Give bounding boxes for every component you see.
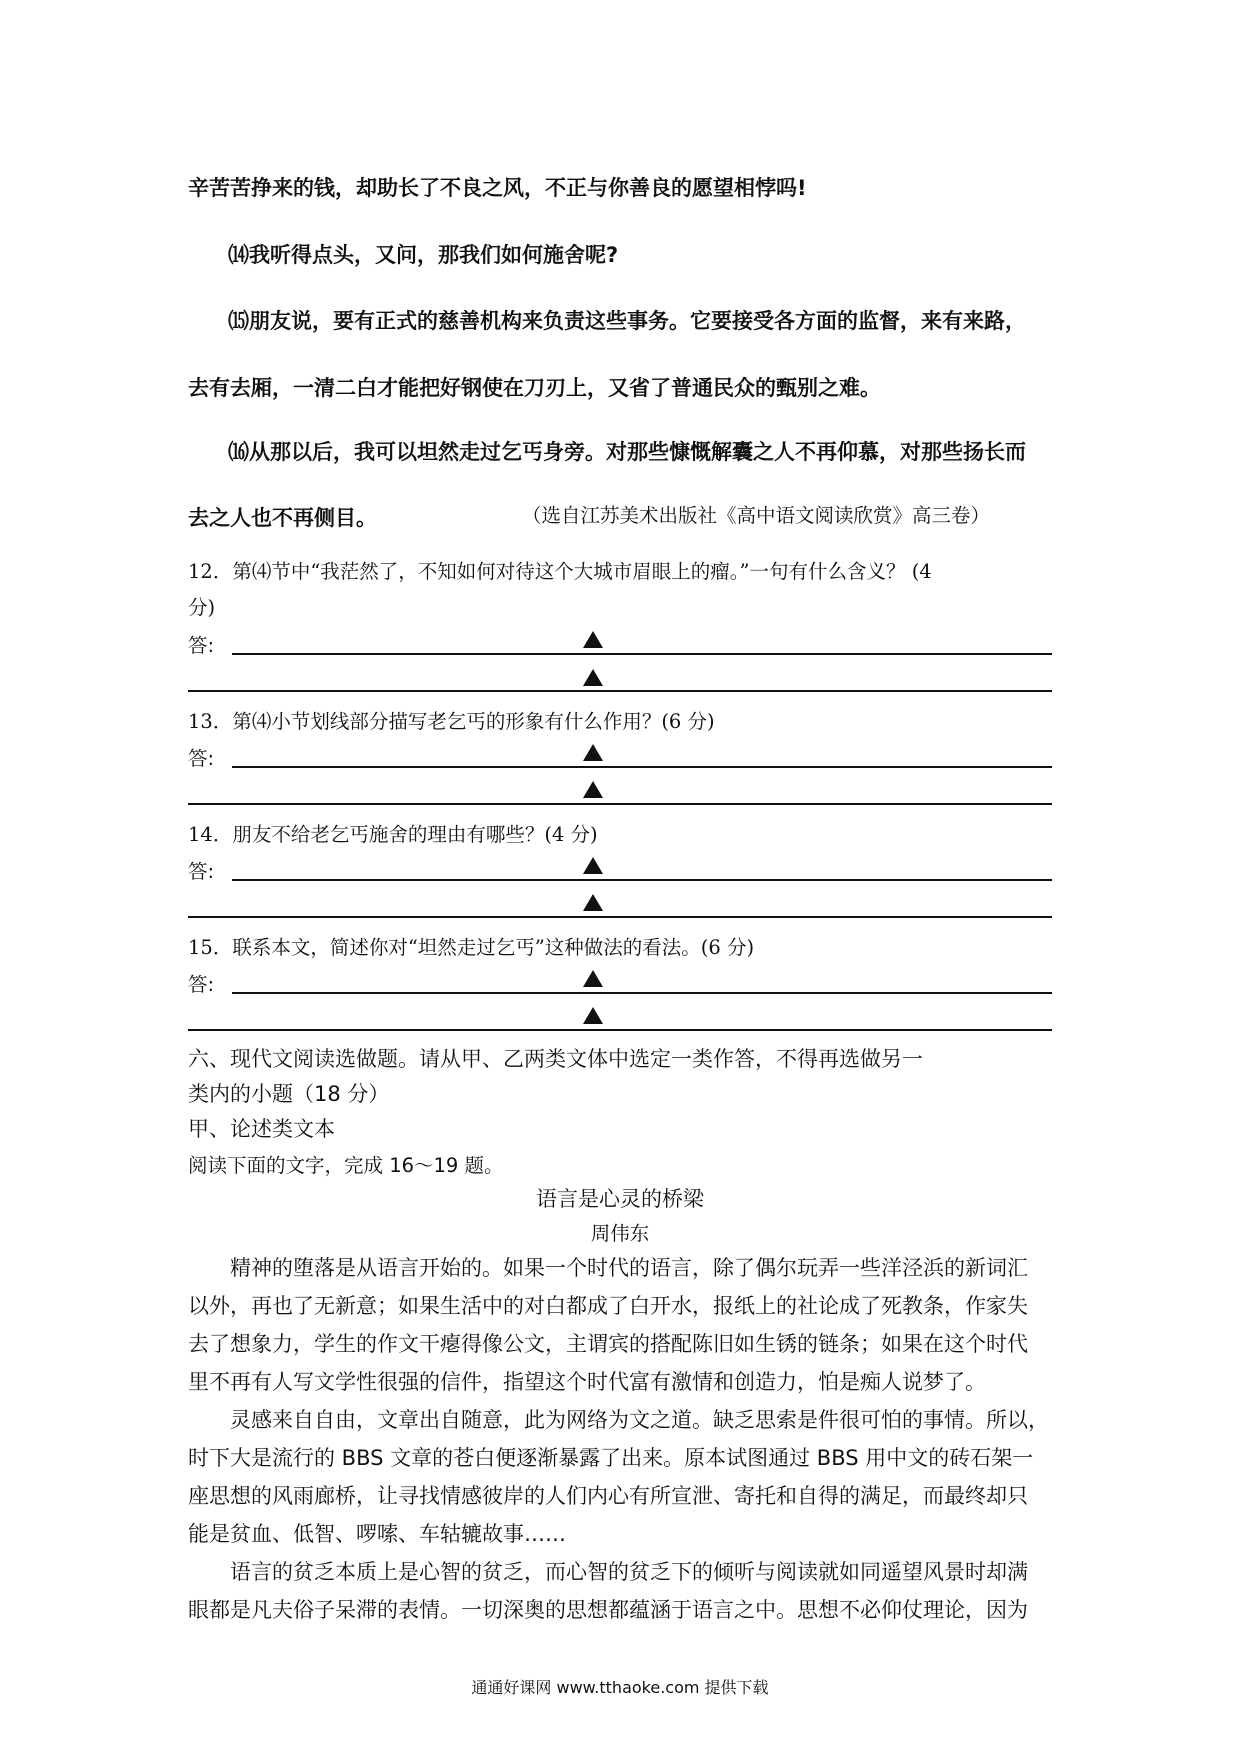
passage-paragraph-16-line1: ⒃从那以后，我可以坦然走过乞丐身旁。对那些慷慨解囊之人不再仰慕，对那些扬长而 bbox=[228, 440, 1026, 464]
answer-line[interactable] bbox=[188, 803, 1052, 805]
article-line: 能是贫血、低智、啰嗦、车轱辘故事…… bbox=[188, 1522, 566, 1546]
passage-source: （选自江苏美术出版社《高中语文阅读欣赏》高三卷） bbox=[522, 504, 991, 527]
article-line: 里不再有人写文学性很强的信件，指望这个时代富有激情和创造力，怕是痴人说梦了。 bbox=[188, 1370, 986, 1394]
answer-marker-icon bbox=[583, 631, 603, 648]
section-heading: 六、现代文阅读选做题。请从甲、乙两类文体中选定一类作答，不得再选做另一 bbox=[188, 1047, 923, 1071]
passage-paragraph-14: ⒁我听得点头，又问，那我们如何施舍呢? bbox=[228, 243, 619, 267]
article-line: 时下大是流行的 BBS 文章的苍白便逐渐暴露了出来。原本试图通过 BBS 用中文的砖石架一 bbox=[188, 1446, 1034, 1470]
answer-label: 答: bbox=[188, 747, 215, 770]
question-12-continued: 分) bbox=[188, 596, 216, 619]
section-heading-continued: 类内的小题（18 分） bbox=[188, 1082, 390, 1106]
answer-marker-icon bbox=[583, 970, 603, 987]
section-subheading: 甲、论述类文本 bbox=[188, 1117, 335, 1141]
answer-line[interactable] bbox=[232, 992, 1052, 994]
answer-marker-icon bbox=[583, 744, 603, 761]
article-author: 周伟东 bbox=[590, 1222, 650, 1245]
answer-marker-icon bbox=[583, 1007, 603, 1024]
answer-line[interactable] bbox=[232, 879, 1052, 881]
article-line: 以外，再也了无新意；如果生活中的对白都成了白开水，报纸上的社论成了死教条，作家失 bbox=[188, 1294, 1028, 1318]
article-line: 座思想的风雨廊桥，让寻找情感彼岸的人们内心有所宣泄、寄托和自得的满足，而最终却只 bbox=[188, 1484, 1028, 1508]
passage-paragraph-15-line2: 去有去厢，一清二白才能把好钢使在刀刃上，又省了普通民众的甄别之难。 bbox=[188, 376, 881, 400]
article-line: 去了想象力，学生的作文干瘪得像公文，主谓宾的搭配陈旧如生锈的链条；如果在这个时代 bbox=[188, 1332, 1028, 1356]
answer-marker-icon bbox=[583, 894, 603, 911]
answer-marker-icon bbox=[583, 669, 603, 686]
answer-label: 答: bbox=[188, 634, 215, 657]
article-title: 语言是心灵的桥梁 bbox=[536, 1187, 704, 1211]
answer-line[interactable] bbox=[188, 1029, 1052, 1031]
passage-paragraph-15-line1: ⒂朋友说，要有正式的慈善机构来负责这些事务。它要接受各方面的监督，来有来路， bbox=[228, 309, 1026, 333]
answer-label: 答: bbox=[188, 973, 215, 996]
passage-line: 辛苦苦挣来的钱，却助长了不良之风，不正与你善良的愿望相悖吗! bbox=[188, 176, 807, 200]
article-line: 精神的堕落是从语言开始的。如果一个时代的语言，除了偶尔玩弄一些洋泾浜的新词汇 bbox=[188, 1256, 1028, 1280]
answer-line[interactable] bbox=[232, 766, 1052, 768]
answer-line[interactable] bbox=[232, 653, 1052, 655]
answer-line[interactable] bbox=[188, 690, 1052, 692]
article-line: 眼都是凡夫俗子呆滞的表情。一切深奥的思想都蕴涵于语言之中。思想不必仰仗理论，因为 bbox=[188, 1598, 1028, 1622]
article-line: 语言的贫乏本质上是心智的贫乏，而心智的贫乏下的倾听与阅读就如同遥望风景时却满 bbox=[188, 1560, 1028, 1584]
question-14: 14．朋友不给老乞丐施舍的理由有哪些？(4 分) bbox=[188, 823, 598, 846]
passage-paragraph-16-line2: 去之人也不再侧目。 bbox=[188, 506, 377, 530]
question-15: 15．联系本文，简述你对“坦然走过乞丐”这种做法的看法。(6 分) bbox=[188, 936, 755, 959]
answer-line[interactable] bbox=[188, 916, 1052, 918]
question-13: 13．第⑷小节划线部分描写老乞丐的形象有什么作用？(6 分) bbox=[188, 710, 715, 733]
page-footer: 通通好课网 www.tthaoke.com 提供下载 bbox=[471, 1678, 769, 1697]
reading-instruction: 阅读下面的文字，完成 16～19 题。 bbox=[188, 1154, 504, 1177]
answer-marker-icon bbox=[583, 781, 603, 798]
answer-label: 答: bbox=[188, 860, 215, 883]
question-12: 12．第⑷节中“我茫然了，不知如何对待这个大城市眉眼上的瘤。”一句有什么含义？ (4 bbox=[188, 560, 932, 583]
answer-marker-icon bbox=[583, 857, 603, 874]
article-line: 灵感来自自由，文章出自随意，此为网络为文之道。缺乏思索是件很可怕的事情。所以， bbox=[188, 1408, 1049, 1432]
